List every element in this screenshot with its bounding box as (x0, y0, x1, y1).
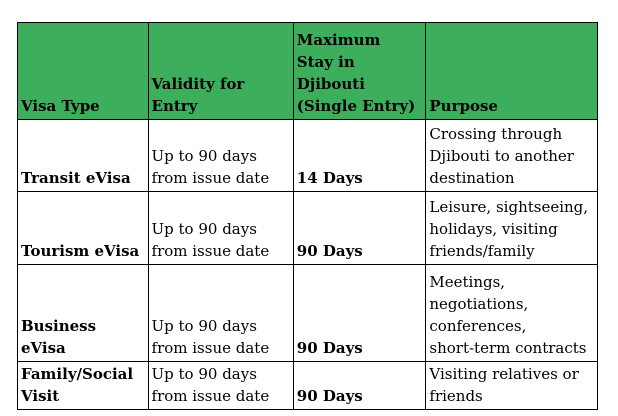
header-maximum-stay: Maximum Stay in Djibouti (Single Entry) (293, 23, 426, 120)
max-stay-cell: 90 Days (293, 192, 426, 265)
max-stay-cell: 14 Days (293, 120, 426, 192)
visa-type-cell: Family/Social Visit (18, 362, 149, 410)
table-row (18, 265, 598, 362)
purpose-cell: Meetings, negotiations, conferences, short-term contracts (426, 265, 598, 362)
validity-cell: Up to 90 days from issue date (148, 362, 293, 410)
visa-type-cell: Tourism eVisa (18, 192, 149, 265)
header-validity: Validity for Entry (148, 23, 293, 120)
validity-cell: Up to 90 days from issue date (148, 265, 293, 362)
visa-type-cell: Business eVisa (18, 265, 149, 362)
validity-cell: Up to 90 days from issue date (148, 192, 293, 265)
table-row (18, 192, 598, 265)
header-purpose: Purpose (426, 23, 598, 120)
table-row (18, 362, 598, 410)
validity-cell: Up to 90 days from issue date (148, 120, 293, 192)
table-header-row (18, 23, 598, 120)
table-row (18, 120, 598, 192)
header-visa-type: Visa Type (18, 23, 149, 120)
purpose-cell: Visiting relatives or friends (426, 362, 598, 410)
visa-types-table (17, 22, 598, 410)
purpose-cell: Leisure, sightseeing, holidays, visiting friends/family (426, 192, 598, 265)
purpose-cell: Crossing through Djibouti to another destination (426, 120, 598, 192)
max-stay-cell: 90 Days (293, 362, 426, 410)
visa-type-cell: Transit eVisa (18, 120, 149, 192)
max-stay-cell: 90 Days (293, 265, 426, 362)
